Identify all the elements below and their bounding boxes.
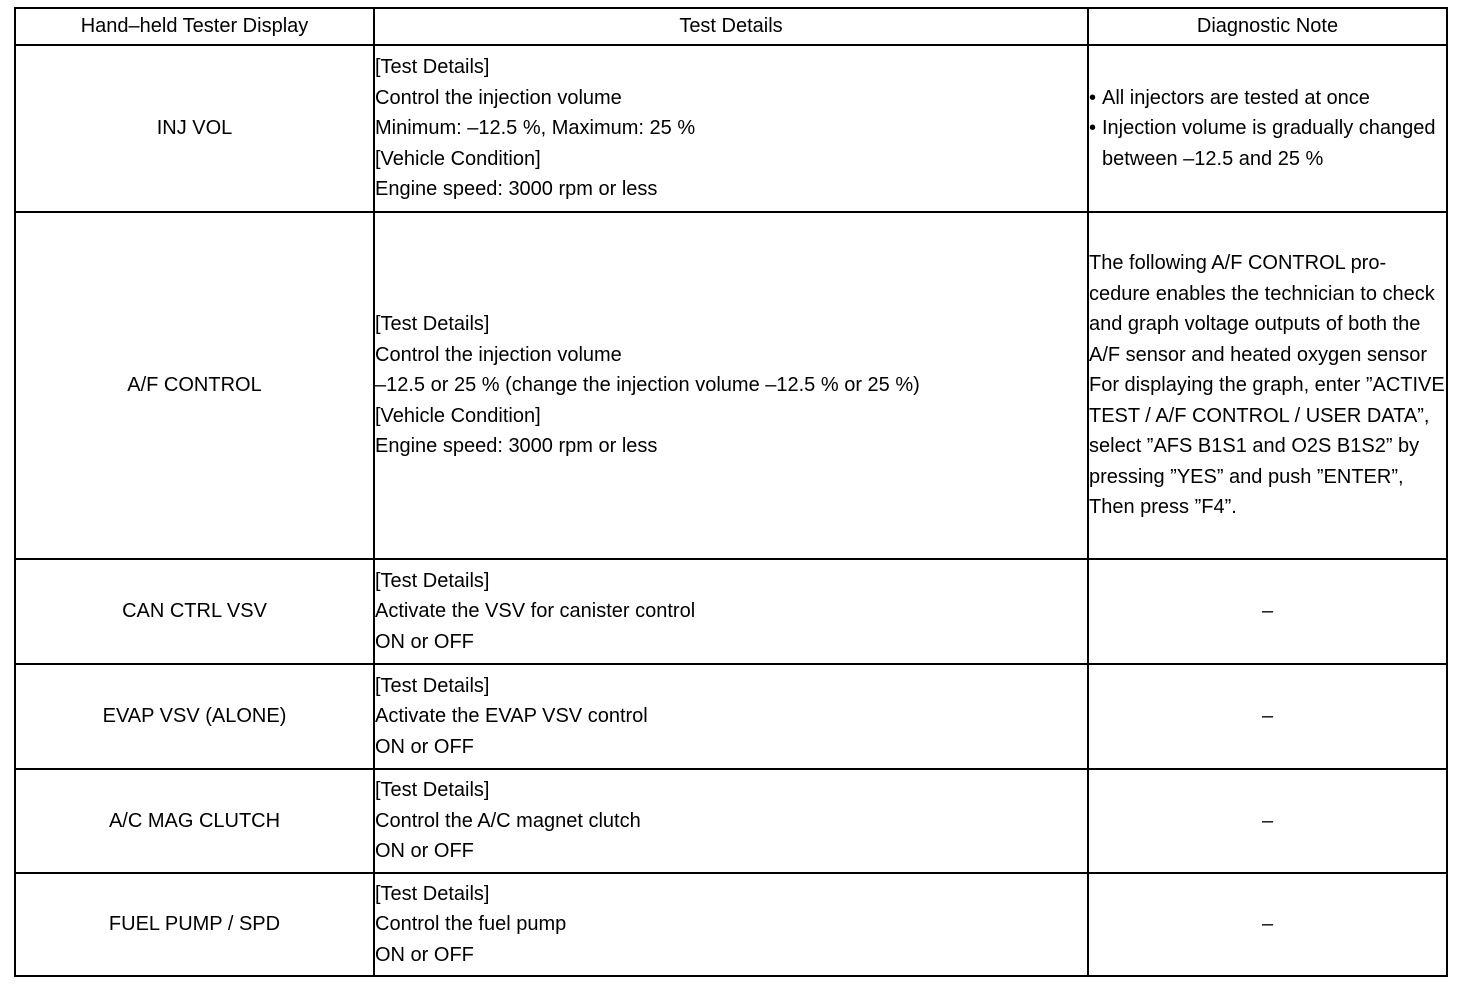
tester-display-cell: CAN CTRL VSV [15,559,374,664]
details-line: Control the A/C magnet clutch [375,809,641,832]
test-details-cell [374,769,1088,873]
note-text: The following A/F CONTROL pro- cedure enables the technician to check and graph voltage outputs of both the A/F sensor and heated oxygen sensor For displaying the graph, enter ”ACTIVE TEST / A/F CONTROL / USER DATA”, select ”AFS B1S1 and O2S B1S2” by pressing ”YES” and push ”ENTER”, Then press ”F4”. [1089,252,1445,519]
bullet-icon: • [1089,86,1097,109]
diagnostic-note-cell: – [1088,559,1447,664]
details-line: [Test Details] [375,313,490,336]
details-line: [Vehicle Condition] [375,404,541,427]
tester-display-cell: A/F CONTROL [15,212,374,559]
details-line: Control the injection volume [375,86,622,109]
details-line: Engine speed: 3000 rpm or less [375,435,658,458]
list-item [1089,113,1446,174]
table-row [15,559,1447,664]
tester-display-cell: A/C MAG CLUTCH [15,769,374,873]
bullet-icon: • [1089,117,1097,140]
details-line: Engine speed: 3000 rpm or less [375,178,658,201]
active-test-table [14,7,1448,977]
details-line: ON or OFF [375,840,474,863]
note-bullet-text: Injection volume is gradually changed between –12.5 and 25 % [1102,117,1436,170]
test-details-cell [374,212,1088,559]
tester-display-cell: FUEL PUMP / SPD [15,873,374,976]
details-line: [Test Details] [375,779,490,802]
details-line: ON or OFF [375,735,474,758]
details-line: Control the injection volume [375,343,622,366]
test-details-cell [374,873,1088,976]
table-row [15,664,1447,769]
header-note: Diagnostic Note [1088,8,1447,45]
details-line: Activate the EVAP VSV control [375,705,648,728]
diagnostic-note-cell: – [1088,873,1447,976]
list-item [1089,83,1446,114]
details-line: Activate the VSV for canister control [375,600,696,623]
note-bullet-text: All injectors are tested at once [1102,86,1370,109]
table-row [15,769,1447,873]
diagnostic-note-cell: – [1088,769,1447,873]
test-details-cell [374,45,1088,212]
details-line: Minimum: –12.5 %, Maximum: 25 % [375,117,696,140]
tester-display-cell: EVAP VSV (ALONE) [15,664,374,769]
diagnostic-note-cell [1088,45,1447,212]
tester-display-cell: INJ VOL [15,45,374,212]
details-line: [Test Details] [375,569,490,592]
diagnostic-note-cell [1088,212,1447,559]
note-bullet-list [1089,83,1446,175]
table-row [15,873,1447,976]
details-line: [Test Details] [375,56,490,79]
test-details-cell [374,559,1088,664]
details-line: –12.5 or 25 % (change the injection volume –12.5 % or 25 %) [375,374,920,397]
header-display: Hand–held Tester Display [15,8,374,45]
table-row [15,45,1447,212]
details-line: ON or OFF [375,630,474,653]
details-line: ON or OFF [375,943,474,966]
header-row [15,8,1447,45]
test-details-cell [374,664,1088,769]
details-line: Control the fuel pump [375,913,567,936]
details-line: [Test Details] [375,882,490,905]
table-row [15,212,1447,559]
diagnostic-note-cell: – [1088,664,1447,769]
header-details: Test Details [374,8,1088,45]
details-line: [Test Details] [375,674,490,697]
details-line: [Vehicle Condition] [375,147,541,170]
